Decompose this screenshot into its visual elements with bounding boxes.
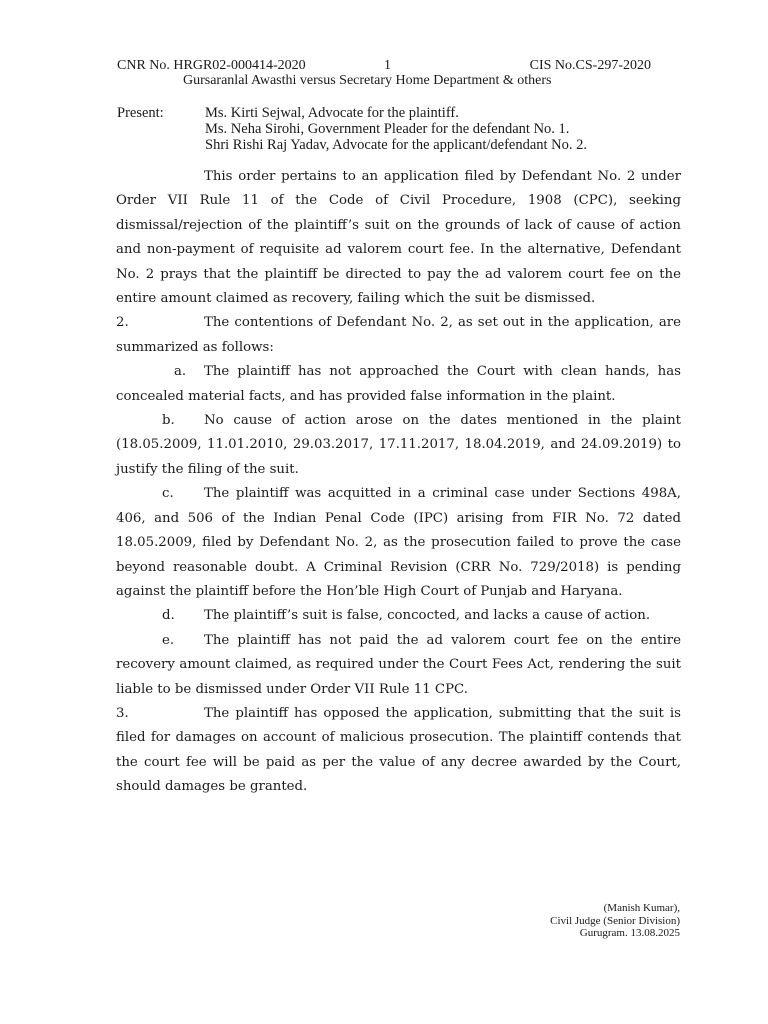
item-letter: c. — [162, 486, 174, 502]
present-line: Shri Rishi Raj Yadav, Advocate for the applicant/defendant No. 2. — [205, 137, 588, 153]
place-date: Gurugram. 13.08.2025 — [579, 927, 680, 939]
item-letter: b. — [162, 413, 175, 429]
item-text: The plaintiff was acquitted in a criminal case under Sections 498A, 406, and 506 of the Indian Penal Code (IPC) arising from FIR No. 72 dated 18.05.2009, filed by Defendant No. 2, as the prosecution failed to prove the case beyond reasonable doubt. A Criminal Revision (CRR No. 729/2018) is pending against the plaintiff before the Hon’ble High Court of Punjab and Haryana. — [116, 486, 681, 599]
present-line: Ms. Kirti Sejwal, Advocate for the plaintiff. — [205, 105, 459, 121]
paragraph-text: The contentions of Defendant No. 2, as set out in the application, are summarized as follows: — [116, 315, 681, 355]
paragraph-number: 3. — [116, 705, 129, 721]
paragraph-3 — [116, 702, 681, 800]
list-item-a — [116, 360, 681, 409]
item-letter: d. — [162, 608, 175, 624]
paragraph-1: This order pertains to an application filed by Defendant No. 2 under Order VII Rule 11 of the Code of Civil Procedure, 1908 (CPC), seeking dismissal/rejection of the plaintiff’s suit on the grounds of lack of cause of action and non-payment of requisite ad valorem court fee. In the alternative, Defendant No. 2 prays that the plaintiff be directed to pay the ad valorem court fee on the entire amount claimed as recovery, failing which the suit be dismissed. — [116, 169, 681, 307]
case-title: Gursaranlal Awasthi versus Secretary Home Department & others — [183, 73, 552, 88]
present-label: Present: — [117, 105, 164, 121]
item-text: The plaintiff has not paid the ad valorem court fee on the entire recovery amount claimed, as required under the Court Fees Act, rendering the suit liable to be dismissed under Order VII Rule 11 CPC. — [116, 632, 681, 697]
item-letter: a. — [174, 364, 187, 380]
list-item-c — [116, 482, 681, 604]
cis-number: CIS No.CS-297-2020 — [529, 58, 651, 73]
item-text: The plaintiff’s suit is false, concocted, and lacks a cause of action. — [204, 608, 651, 624]
item-text: The plaintiff has not approached the Court with clean hands, has concealed material facts, and has provided false information in the plaint. — [116, 364, 681, 404]
judge-name: (Manish Kumar), — [603, 902, 680, 914]
paragraph-number: 2. — [116, 315, 129, 331]
item-text: No cause of action arose on the dates mentioned in the plaint (18.05.2009, 11.01.2010, 29.03.2017, 17.11.2017, 18.04.2019, and 24.09.2019) to justify the filing of the suit. — [116, 413, 681, 477]
paragraph-text: The plaintiff has opposed the application, submitting that the suit is filed for damages on account of malicious prosecution. The plaintiff contends that the court fee will be paid as per the value of any decree awarded by the Court, should damages be granted. — [116, 705, 681, 795]
list-item-d — [116, 604, 681, 628]
page-number: 1 — [384, 58, 391, 73]
item-letter: e. — [162, 632, 175, 648]
header-row — [117, 58, 657, 74]
list-item-e — [116, 629, 681, 702]
order-body — [116, 165, 681, 800]
signature-block — [550, 902, 680, 940]
paragraph-2 — [116, 311, 681, 360]
present-line: Ms. Neha Sirohi, Government Pleader for the defendant No. 1. — [205, 121, 570, 137]
judge-designation: Civil Judge (Senior Division) — [550, 914, 680, 927]
list-item-b — [116, 409, 681, 482]
present-list — [205, 105, 587, 153]
cnr-number: CNR No. HRGR02-000414-2020 — [117, 58, 306, 73]
